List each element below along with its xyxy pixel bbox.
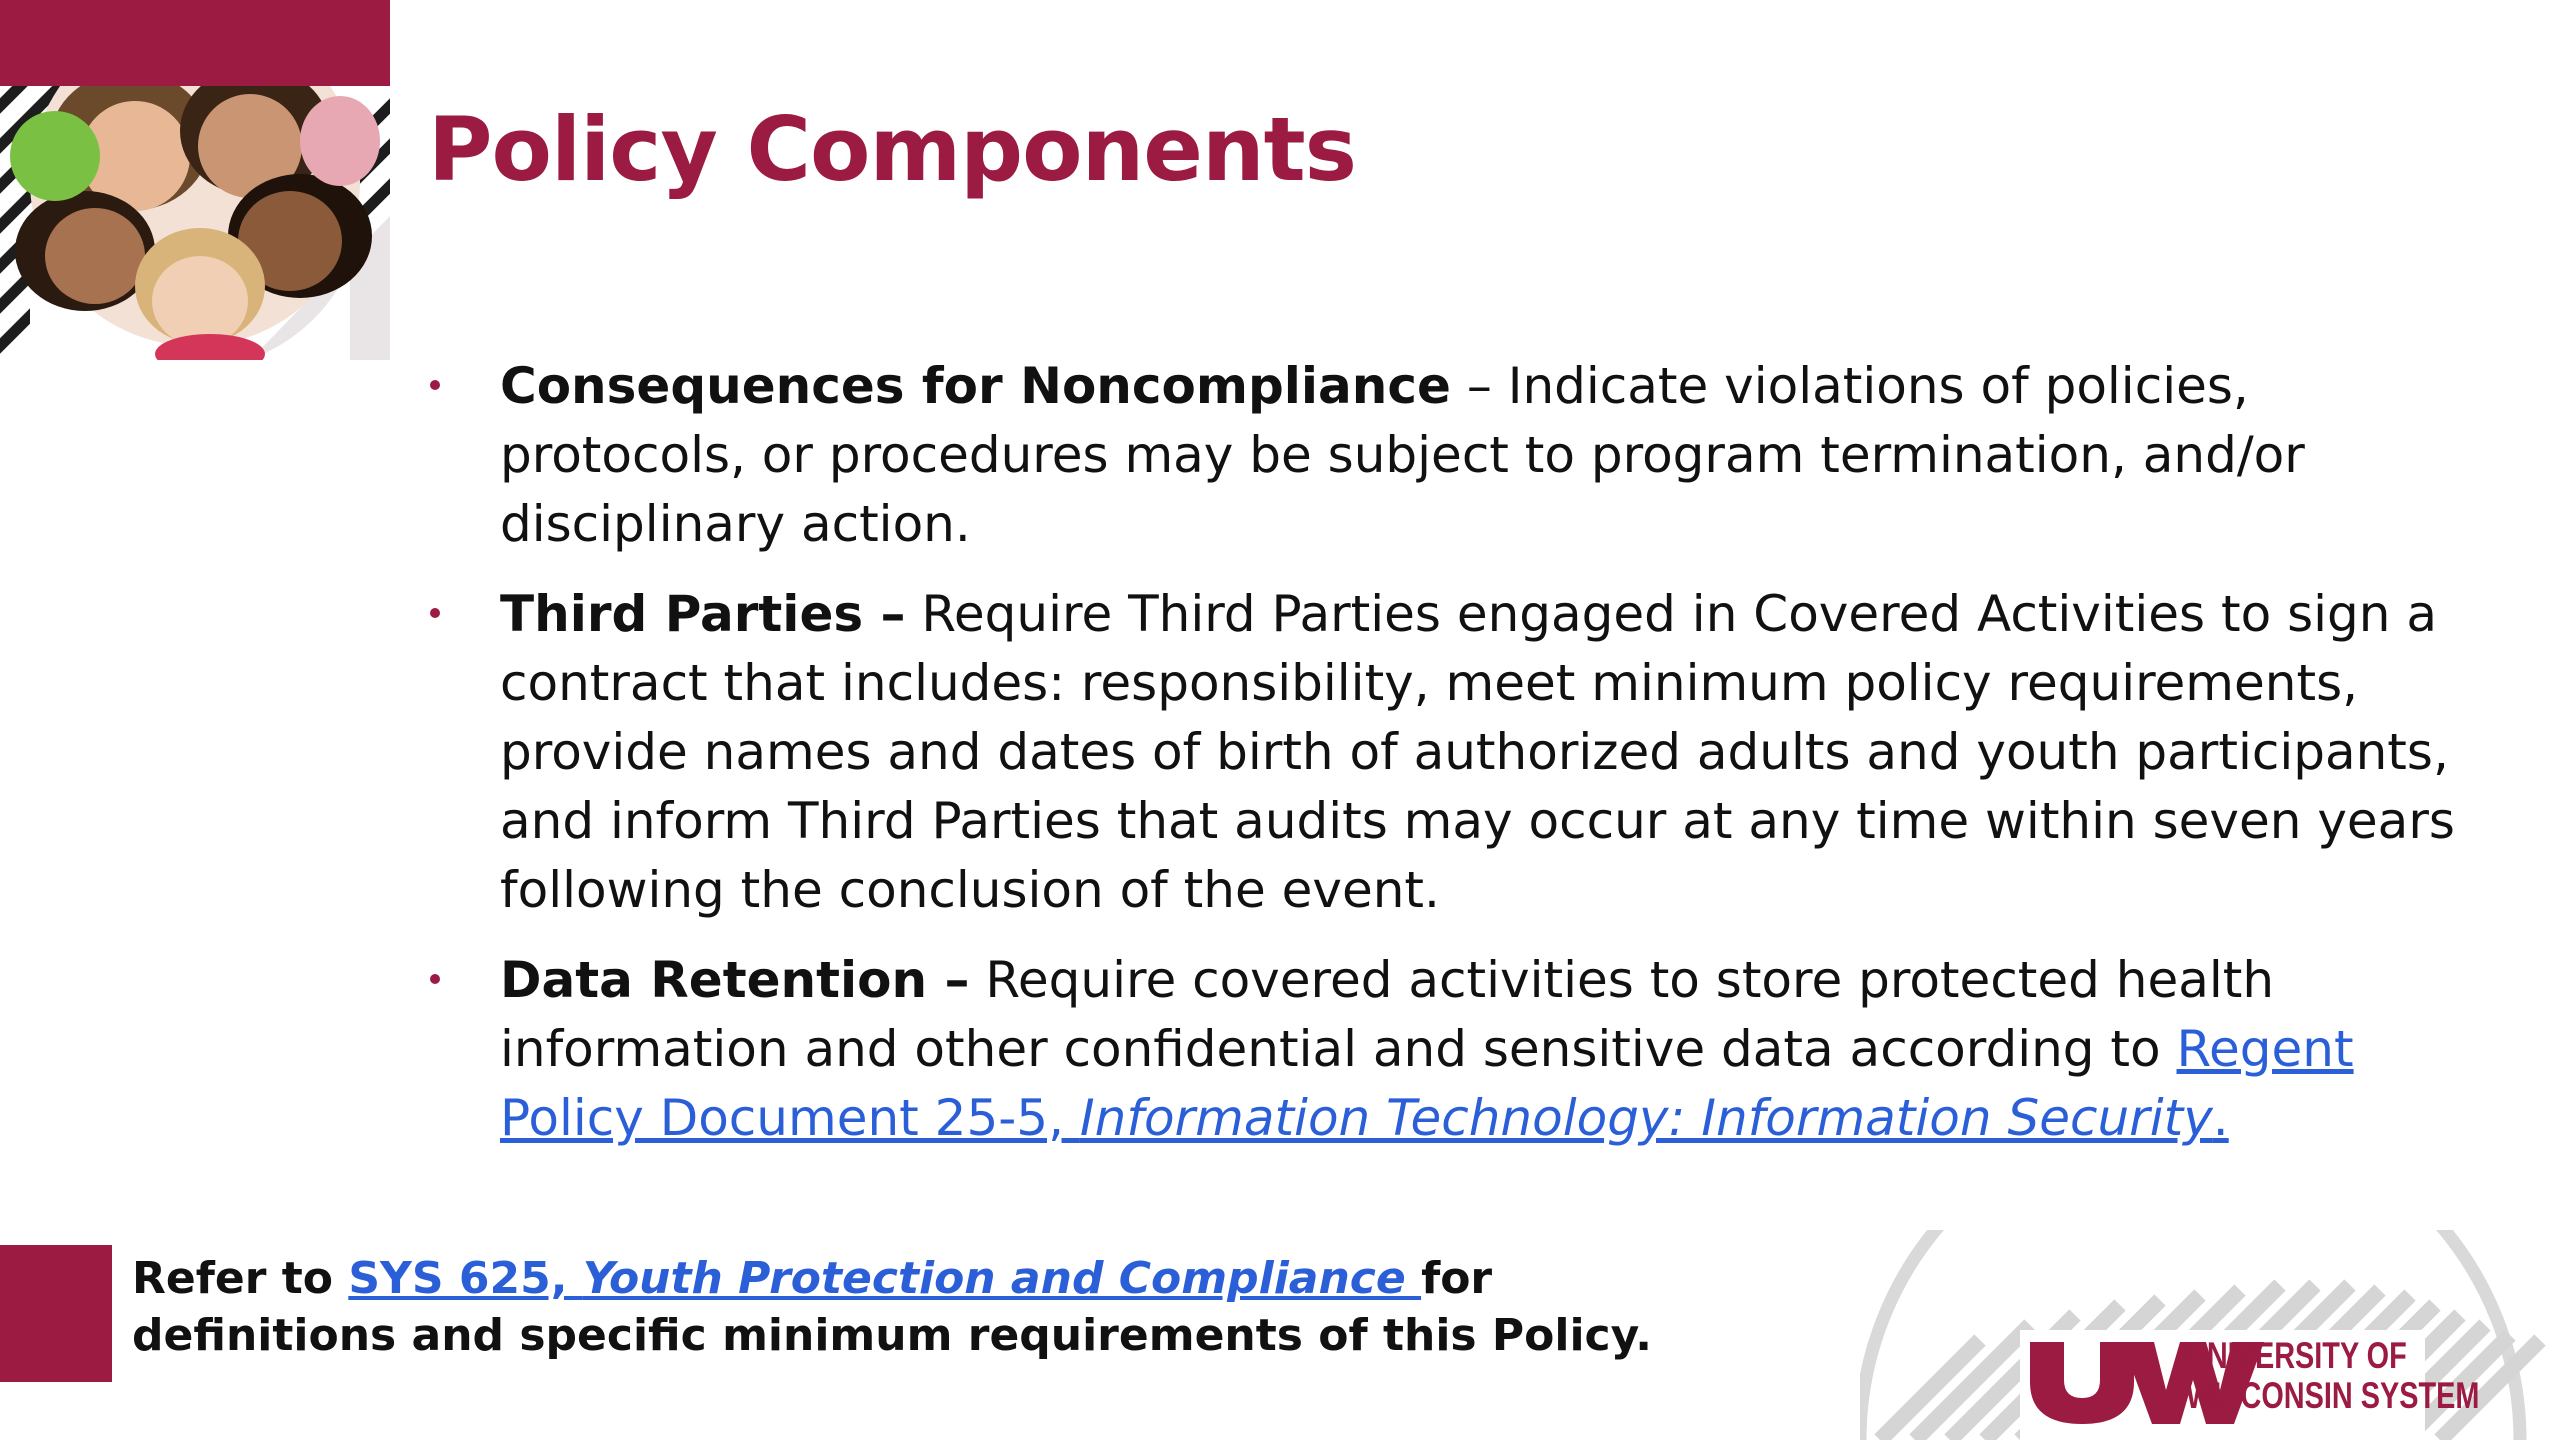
bullet-text: Require Third Parties engaged in Covered Activities to sign a contract that includes: responsibility, meet minimum policy requirements, provide names and dates of birth of authorized adults and youth participants, and inform Third Parties that audits may occur at any time within seven years following the conclusion of the event. — [500, 585, 2455, 919]
sys-625-link[interactable] — [348, 1253, 1421, 1304]
bullet-item-third-parties — [418, 580, 2478, 925]
kids-photo — [0, 86, 390, 360]
bullet-item-data-retention — [418, 946, 2478, 1153]
bullet-term: Consequences for Noncompliance — [500, 357, 1451, 415]
uw-logo-text — [2186, 1336, 2479, 1416]
bullet-dot — [430, 380, 440, 390]
bullet-dot — [430, 608, 440, 618]
sys-625-link-label: SYS 625, — [348, 1253, 583, 1304]
bullet-dot — [430, 974, 440, 984]
bullet-term: Third Parties – — [500, 585, 906, 643]
bullet-list — [418, 352, 2478, 1174]
regent-policy-link-label: Regent Policy Document 25-5, — [500, 1020, 2354, 1147]
uw-logo — [1860, 1230, 2560, 1440]
refer-suffix: for definitions and specific minimum requirements of this Policy. — [132, 1253, 1652, 1361]
slide-title: Policy Components — [428, 98, 1357, 201]
bullet-text: – Indicate violations of policies, protocols, or procedures may be subject to program termination, and/or disciplinary action. — [500, 357, 2305, 553]
bottom-accent-block — [0, 1245, 112, 1382]
bullet-text: Require covered activities to store protected health information and other confidential and sensitive data according to — [500, 951, 2275, 1078]
bullet-term: Data Retention – — [500, 951, 970, 1009]
bullet-item-consequences — [418, 352, 2478, 559]
corner-accent-bar — [0, 0, 390, 86]
sys-625-link-title: Youth Protection and Compliance — [582, 1253, 1422, 1304]
refer-note — [132, 1250, 1692, 1364]
uw-logo-line1: UNIVERSITY OF — [2186, 1335, 2407, 1376]
regent-policy-link-end: . — [2212, 1089, 2229, 1147]
uw-logo-line2: WISCONSIN SYSTEM — [2186, 1375, 2480, 1416]
regent-policy-link-title: Information Technology: Information Security — [1079, 1089, 2213, 1147]
refer-prefix: Refer to — [132, 1253, 349, 1304]
